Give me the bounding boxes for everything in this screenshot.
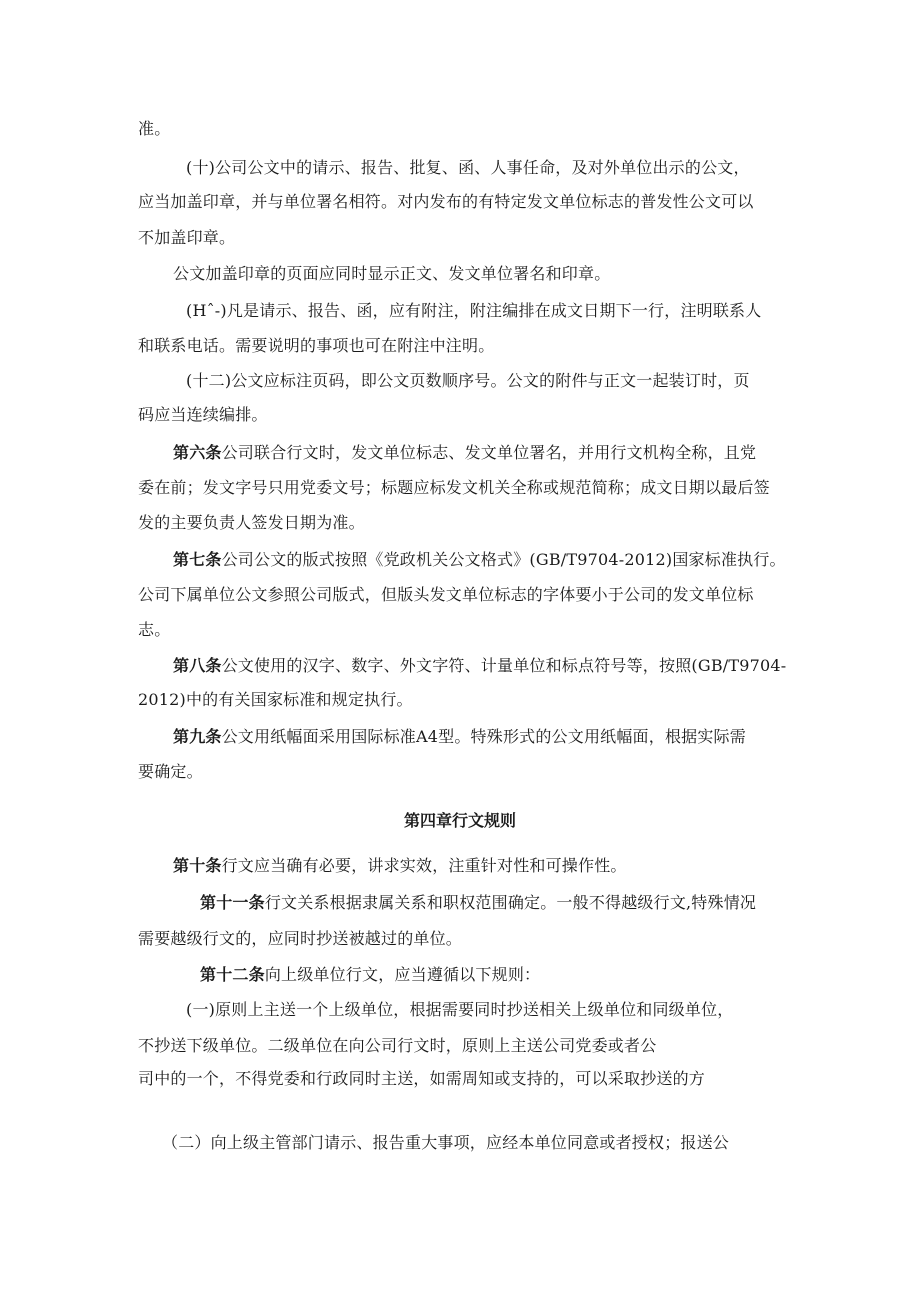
article-12: 第十二条向上级单位行文，应当遵循以下规则：	[200, 965, 541, 984]
text-line: 司中的一个，不得党委和行政同时主送，如需周知或支持的，可以采取抄送的方	[138, 1069, 706, 1088]
text-line: 委在前；发文字号只用党委文号；标题应标发文机关全称或规范简称；成文日期以最后签	[138, 478, 770, 497]
article-6: 第六条公司联合行文时，发文单位标志、发文单位署名，并用行文机构全称，且党	[173, 443, 757, 462]
text-line: 志。	[138, 620, 171, 639]
text-line: 和联系电话。需要说明的事项也可在附注中注明。	[138, 336, 495, 355]
text-line: 不抄送下级单位。二级单位在向公司行文时，原则上主送公司党委或者公	[138, 1036, 657, 1055]
article-11: 第十一条行文关系根据隶属关系和职权范围确定。一般不得越级行文,特殊情况	[200, 893, 757, 912]
article-10: 第十条行文应当确有必要，讲求实效，注重针对性和可操作性。	[173, 856, 627, 875]
text-line: 需要越级行文的，应同时抄送被越过的单位。	[138, 929, 463, 948]
article-number: 第七条	[173, 550, 222, 569]
article-number: 第十条	[173, 856, 222, 875]
article-8: 第八条公文使用的汉字、数字、外文字符、计量单位和标点符号等，按照(GB/T9704-	[173, 656, 787, 675]
text-line: (一)原则上主送一个上级单位，根据需要同时抄送相关上级单位和同级单位，	[186, 1000, 734, 1019]
text-line: （二）向上级主管部门请示、报告重大事项，应经本单位同意或者授权；报送公	[162, 1133, 730, 1152]
text-line: 公文加盖印章的页面应同时显示正文、发文单位署名和印章。	[173, 264, 611, 283]
article-number: 第十二条	[200, 965, 265, 984]
text-line: 2012)中的有关国家标准和规定执行。	[138, 690, 413, 709]
text-line: (Hˆ-)凡是请示、报告、函，应有附注，附注编排在成文日期下一行，注明联系人	[186, 301, 762, 320]
text-line: 不加盖印章。	[138, 228, 236, 247]
article-number: 第八条	[173, 656, 222, 675]
text-line: (十二)公文应标注页码，即公文页数顺序号。公文的附件与正文一起装订时，页	[186, 371, 750, 390]
text-line: 发的主要负责人签发日期为准。	[138, 513, 365, 532]
article-7: 第七条公司公文的版式按照《党政机关公文格式》(GB/T9704-2012)国家标准执行。	[173, 550, 786, 569]
text-line: 码应当连续编排。	[138, 405, 268, 424]
text-line: (十)公司公文中的请示、报告、批复、函、人事任命，及对外单位出示的公文，	[186, 158, 750, 177]
article-number: 第十一条	[200, 893, 265, 912]
text-line: 应当加盖印章，并与单位署名相符。对内发布的有特定发文单位标志的普发性公文可以	[138, 192, 754, 211]
text-line: 要确定。	[138, 762, 203, 781]
article-number: 第九条	[173, 727, 222, 746]
article-number: 第六条	[173, 443, 222, 462]
chapter-heading: 第四章行文规则	[403, 811, 516, 830]
text-line: 准。	[138, 119, 171, 138]
article-9: 第九条公文用纸幅面采用国际标准A4型。特殊形式的公文用纸幅面，根据实际需	[173, 727, 746, 746]
text-line: 公司下属单位公文参照公司版式，但版头发文单位标志的字体要小于公司的发文单位标	[138, 585, 754, 604]
